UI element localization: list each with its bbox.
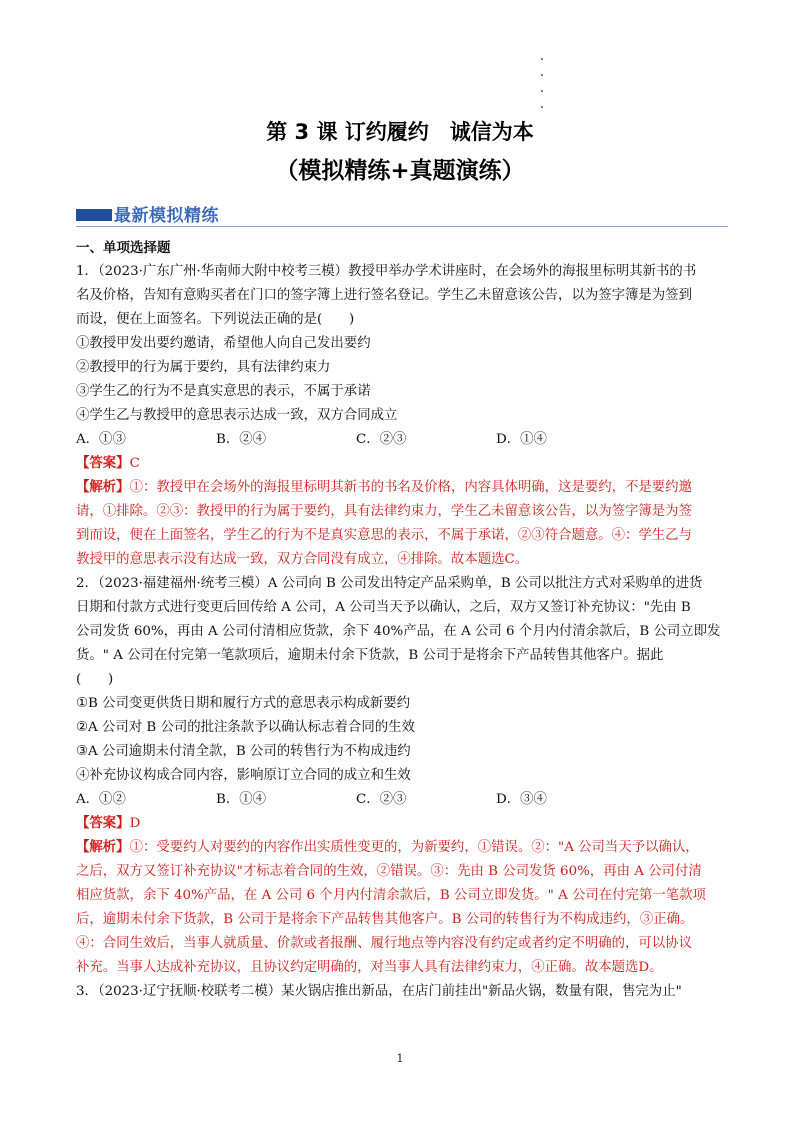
question-line: 3．（2023·辽宁抚顺·校联考二模）某火锅店推出新品，在店门前挂出"新品火锅，数量有限，售完为止" <box>76 984 682 999</box>
analysis-line: ④：合同生效后，当事人就质量、价款或者报酬、履行地点等内容没有约定或者约定不明确的，可以协议 <box>76 936 692 951</box>
analysis-line <box>76 836 726 860</box>
question-line: 而设，便在上面签名。下列说法正确的是( ) <box>76 312 355 327</box>
analysis-line: 之后，双方又签订补充协议"才标志着合同的生效，②错误。③：先由 B 公司发货 60%，再由 A 公司付清 <box>76 864 702 879</box>
answer <box>76 452 726 476</box>
statement-item: ③A 公司逾期未付清全款，B 公司的转售行为不构成违约 <box>76 744 411 759</box>
answer-label: 【答案】 <box>76 456 130 471</box>
option-c: C．②③ <box>356 792 407 807</box>
question-1 <box>76 260 726 572</box>
option-d: D．①④ <box>496 432 547 447</box>
analysis-label: 【解析】 <box>76 840 130 855</box>
question-line: ( ) <box>76 672 114 687</box>
analysis-line <box>76 476 726 500</box>
answer-label: 【答案】 <box>76 816 130 831</box>
banner-bar <box>76 209 112 221</box>
page-number: 1 <box>396 1052 404 1065</box>
question-3 <box>76 980 726 1004</box>
analysis-text: ①：教授甲在会场外的海报里标明其新书的书名及价格，内容具体明确，这是要约，不是要约邀 <box>129 480 692 495</box>
analysis-line: 相应货款，余下 40%产品，在 A 公司 6 个月内付清余款后，B 公司立即发货。" A 公司在付完第一笔款项 <box>76 888 706 903</box>
analysis-line: 补充。当事人达成补充协议，且协议约定明确的，对当事人具有法律约束力，④正确。故本题选D。 <box>76 960 663 975</box>
question-line: 名及价格，告知有意购买者在门口的签字簿上进行签名登记。学生乙未留意该公告，以为签字簿是为签到 <box>76 288 692 303</box>
statement-item: ①教授甲发出要约邀请，希望他人向自己发出要约 <box>76 336 371 351</box>
statement-item: ②A 公司对 B 公司的批注条款予以确认标志着合同的生效 <box>76 720 415 735</box>
statement-item: ④学生乙与教授甲的意思表示达成一致，双方合同成立 <box>76 408 398 423</box>
statement-item: ②教授甲的行为属于要约，具有法律约束力 <box>76 360 331 375</box>
question-line: 货。" A 公司在付完第一笔款项后，逾期未付余下货款，B 公司于是将余下产品转售其他客户。据此 <box>76 648 664 663</box>
answer-value: C <box>129 456 140 471</box>
answer-value: D <box>129 816 141 831</box>
answer <box>76 812 726 836</box>
question-line: 2．（2023·福建福州·统考三模）A 公司向 B 公司发出特定产品采购单，B 公司以批注方式对采购单的进货 <box>76 576 703 591</box>
question-line: 日期和付款方式进行变更后回传给 A 公司，A 公司当天予以确认，之后，双方又签订补充协议："先由 B <box>76 600 691 615</box>
page-subtitle: （模拟精练+真题演练） <box>275 158 525 184</box>
option-d: D．③④ <box>496 792 547 807</box>
statement-item: ①B 公司变更供货日期和履行方式的意思表示构成新要约 <box>76 696 411 711</box>
statement-item: ③学生乙的行为不是真实意思的表示，不属于承诺 <box>76 384 371 399</box>
option-a: A．①② <box>76 792 126 807</box>
analysis-line: 后，逾期未付余下货款，B 公司于是将余下产品转售其他客户。B 公司的转售行为不构成违约，③正确。 <box>76 912 694 927</box>
analysis-line: 请，①排除。②③：教授甲的行为属于要约，具有法律约束力，学生乙未留意该公告，以为签字簿是为签 <box>76 504 692 519</box>
question-line: 1．（2023·广东广州·华南师大附中校考三模）教授甲举办学术讲座时，在会场外的海报里标明其新书的书 <box>76 264 697 279</box>
page-title: 第 3 课 订约履约 诚信为本 <box>266 120 534 144</box>
analysis-line: 到而设，便在上面签名，学生乙的行为不是真实意思的表示，不属于承诺，②③符合题意。④：学生乙与 <box>76 528 692 543</box>
decorative-dots <box>541 58 545 122</box>
option-b: B．②④ <box>216 432 267 447</box>
banner-label: 最新模拟精练 <box>114 206 219 226</box>
answer-options <box>76 788 726 812</box>
option-a: A．①③ <box>76 432 126 447</box>
question-line: 公司发货 60%，再由 A 公司付清相应货款，余下 40%产品，在 A 公司 6 个月内付清余款后，B 公司立即发 <box>76 624 721 639</box>
question-2 <box>76 572 726 980</box>
analysis-line: 教授甲的意思表示没有达成一致，双方合同没有成立，④排除。故本题选C。 <box>76 552 529 567</box>
analysis-label: 【解析】 <box>76 480 130 495</box>
statement-item: ④补充协议构成合同内容，影响原订立合同的成立和生效 <box>76 768 411 783</box>
banner-underline <box>76 226 728 227</box>
section-banner <box>76 201 728 229</box>
document-body <box>76 236 726 1004</box>
answer-options <box>76 428 726 452</box>
analysis-text: ①：受要约人对要约的内容作出实质性变更的，为新要约，①错误。②："A 公司当天予以确认， <box>129 840 699 855</box>
option-b: B．①④ <box>216 792 267 807</box>
section-heading: 一、单项选择题 <box>76 240 171 256</box>
option-c: C．②③ <box>356 432 407 447</box>
